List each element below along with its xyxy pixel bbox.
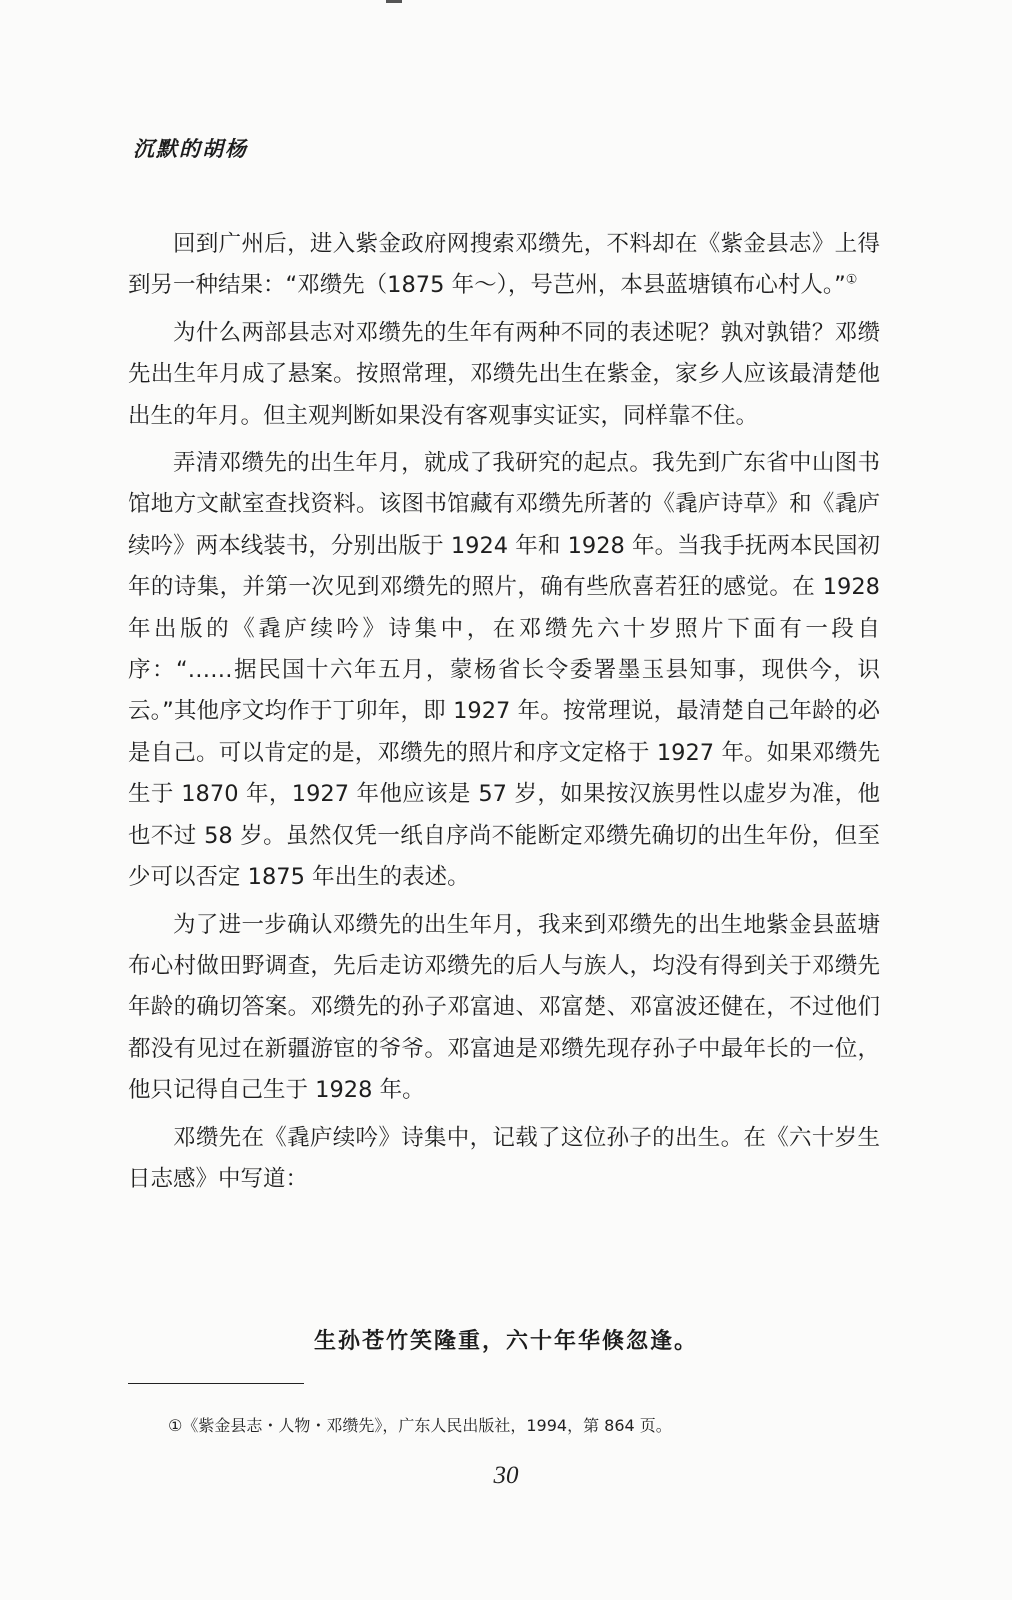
footnote-reference: ①	[845, 272, 858, 288]
paragraph-2: 为什么两部县志对邓缵先的生年有两种不同的表述呢？孰对孰错？邓缵先出生年月成了悬案。按照常理，邓缵先出生在紫金，家乡人应该最清楚他出生的年月。但主观判断如果没有客观事实证实，同样靠不住。	[128, 319, 880, 429]
footnote-divider	[128, 1383, 304, 1384]
paragraph-3: 弄清邓缵先的出生年月，就成了我研究的起点。我先到广东省中山图书馆地方文献室查找资料。该图书馆藏有邓缵先所著的《毳庐诗草》和《毳庐续吟》两本线装书，分别出版于 1924 年和 1928 年。当我手抚两本民国初年的诗集，并第一次见到邓缵先的照片，确有些欣喜若狂的感觉。在 1928 年出版的《毳庐续吟》诗集中，在邓缵先六十岁照片下面有一段自序：“……据民国十六年五月，蒙杨省长令委署墨玉县知事，现供今，识云。”其他序文均作于丁卯年，即 1927 年。按常理说，最清楚自己年龄的必是自己。可以肯定的是，邓缵先的照片和序文定格于 1927 年。如果邓缵先生于 1870 年，1927 年他应该是 57 岁，如果按汉族男性以虚岁为准，他也不过 58 岁。虽然仅凭一纸自序尚不能断定邓缵先确切的出生年份，但至少可以否定 1875 年出生的表述。	[128, 450, 880, 891]
paragraph-1	[128, 224, 880, 307]
paragraph-5: 邓缵先在《毳庐续吟》诗集中，记载了这位孙子的出生。在《六十岁生日志感》中写道：	[128, 1124, 880, 1192]
poem-line: 生孙苍竹笑隆重，六十年华倏忽逢。	[313, 1328, 698, 1354]
scan-artifact	[386, 0, 402, 3]
paragraph-4: 为了进一步确认邓缵先的出生年月，我来到邓缵先的出生地紫金县蓝塘布心村做田野调查，先后走访邓缵先的后人与族人，均没有得到关于邓缵先年龄的确切答案。邓缵先的孙子邓富迪、邓富楚、邓富波还健在，不过他们都没有见过在新疆游宦的爷爷。邓富迪是邓缵先现存孙子中最年长的一位，他只记得自己生于 1928 年。	[128, 911, 880, 1104]
footnote: ①《紫金县志・人物・邓缵先》，广东人民出版社，1994，第 864 页。	[168, 1416, 672, 1435]
body-text	[128, 224, 880, 1206]
paragraph-1-text: 回到广州后，进入紫金政府网搜索邓缵先，不料却在《紫金县志》上得到另一种结果：“邓缵先（1875 年～），号芑州，本县蓝塘镇布心村人。”	[128, 231, 880, 299]
page-number: 30	[493, 1462, 519, 1489]
running-head: 沉默的胡杨	[133, 136, 248, 161]
